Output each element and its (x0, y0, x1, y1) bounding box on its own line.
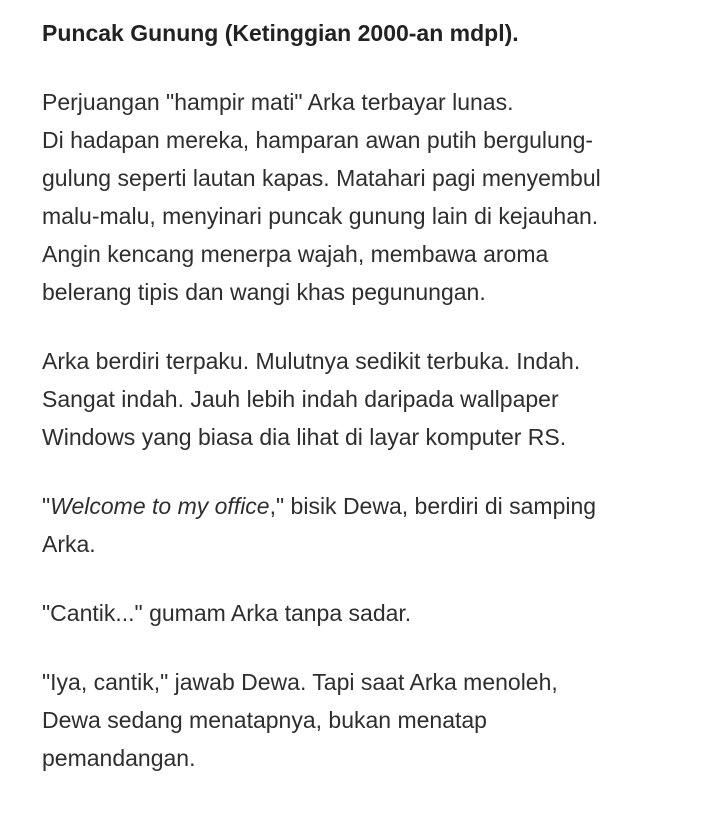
text-line: gulung seperti lautan kapas. Matahari pagi menyembul (42, 165, 601, 191)
text-line: malu-malu, menyinari puncak gunung lain di kejauhan. (42, 203, 599, 229)
text-line: Arka. (42, 531, 96, 557)
paragraph-dewa-welcome (42, 487, 692, 563)
text-line (42, 487, 692, 525)
italic-phrase: Welcome to my office (50, 493, 270, 519)
text-line: Windows yang biasa dia lihat di layar komputer RS. (42, 424, 567, 450)
paragraph-summit-view (42, 83, 692, 311)
story-page (42, 14, 692, 808)
paragraph-iya-cantik (42, 663, 692, 777)
text-line: "Cantik..." gumam Arka tanpa sadar. (42, 600, 412, 626)
open-quote: " (42, 493, 51, 519)
text-line: pemandangan. (42, 745, 196, 771)
text-line: Arka berdiri terpaku. Mulutnya sedikit terbuka. Indah. (42, 348, 581, 374)
text-line: "Iya, cantik," jawab Dewa. Tapi saat Arka menoleh, (42, 669, 558, 695)
paragraph-arka-amazed (42, 342, 692, 456)
text-line: belerang tipis dan wangi khas pegunungan. (42, 279, 486, 305)
dialogue-tag: ," bisik Dewa, berdiri di samping (269, 493, 597, 519)
text-line: Perjuangan "hampir mati" Arka terbayar lunas. (42, 89, 514, 115)
text-line: Angin kencang menerpa wajah, membawa aroma (42, 241, 549, 267)
text-line: Sangat indah. Jauh lebih indah daripada wallpaper (42, 386, 559, 412)
paragraph-cantik (42, 594, 692, 632)
scene-heading: Puncak Gunung (Ketinggian 2000-an mdpl). (42, 20, 519, 46)
text-line: Dewa sedang menatapnya, bukan menatap (42, 707, 487, 733)
text-line: Di hadapan mereka, hamparan awan putih bergulung- (42, 127, 594, 153)
